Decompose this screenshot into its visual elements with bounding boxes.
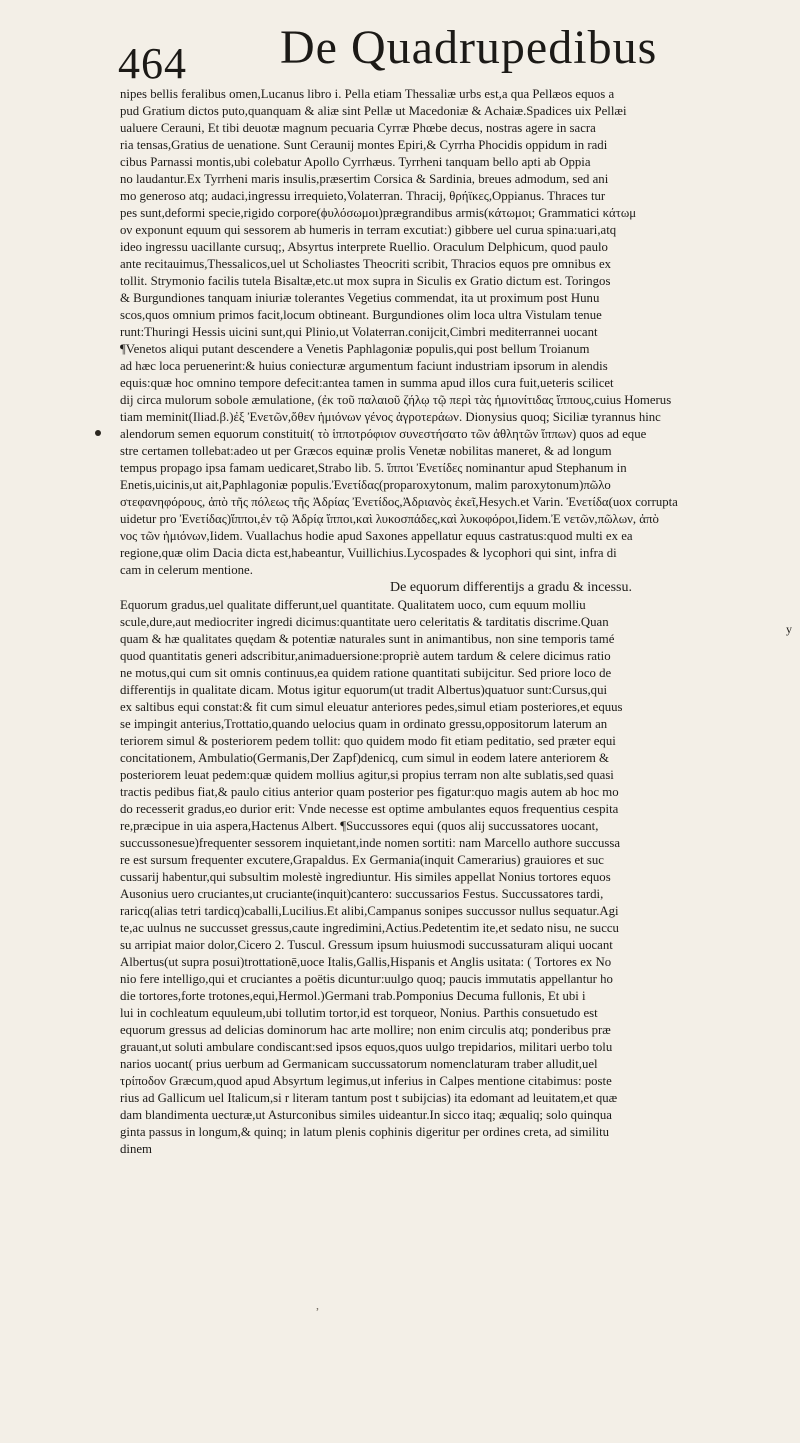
text-line: dam blandimenta uecturæ,ut Asturconibus similes uideantur.In sicco itaq; æqualiq; solo quinqua <box>120 1108 612 1122</box>
text-line: posteriorem leuat pedem:quæ quidem mollius agitur,si propius terram non alte sublatis,sed quasi <box>120 768 614 782</box>
text-line: ria tensas,Gratius de uenatione. Sunt Ceraunij montes Epiri,& Cyrrha Phocidis oppidum in radi <box>120 138 608 152</box>
text-line: runt:Thuringi Hessis uicini sunt,qui Plinio,ut Volaterran.conijcit,Cimbri mediterrannei uocant <box>120 325 598 339</box>
text-line: nio fere intelligo,qui et cruciantes a poëtis dicuntur:uulgo quoq; paucis immutatis appellantur ho <box>120 972 613 986</box>
text-line: dinem <box>120 1142 152 1156</box>
text-line: alendorum semen equorum constituit( τὸ ἱπποτρόφιον συνεστήσατο τῶν ἀθλητῶν ἵππων) quos ad eque <box>120 427 647 441</box>
text-line: raricq(alias tetri tardicq)caballi,Lucilius.Et alibi,Campanus sonipes succussor nullus sequatur.Agi <box>120 904 619 918</box>
text-line: tiam meminit(Iliad.β.)ἐξ Ἐνετῶν,ὅθεν ἡμιόνων γένος ἀγροτεράων. Dionysius quoq; Siciliæ tyrannus hinc <box>120 410 661 424</box>
section-heading: De equorum differentijs a gradu & incessu. <box>390 580 632 595</box>
text-line: te,ac uulnus ne succusset gressus,caute ingredimini,Actius.Pedetentim ite,et sedato nisu, ne succu <box>120 921 619 935</box>
text-line: scule,dure,aut mediocriter ingredi dicimus:quantitate uero celeritatis & tarditatis discrime.Quan <box>120 615 609 629</box>
text-line: cibus Parnassi montis,ubi colebatur Apollo Cyrrhæus. Tyrrheni tanquam bello apti ab Oppia <box>120 155 591 169</box>
body-text <box>120 86 792 1158</box>
text-line: ad hæc loca peruenerint:& huius coniecturæ argumentum faciunt industriam ipsorum in alendis <box>120 359 608 373</box>
text-line: nipes bellis feralibus omen,Lucanus libro i. Pella etiam Thessaliæ urbs est,a qua Pellæos equos a <box>120 87 615 101</box>
text-line: ante recitauimus,Thessalicos,uel ut Scholiastes Theocriti scribit, Thracios equos pre omnibus ex <box>120 257 612 271</box>
text-line: νος τῶν ἡμιόνων,Iidem. Vuallachus hodie apud Saxones appellatur equus castratus:quod multi ex ea <box>120 529 633 543</box>
text-line: re est sursum frequenter excutere,Grapaldus. Ex Germania(inquit Camerarius) grauiores et suc <box>120 853 604 867</box>
text-line: do recesserit gradus,eo durior erit: Vnde necesse est optime ambulantes equos frequentius cespita <box>120 802 619 816</box>
text-line: τρίποδον Græcum,quod apud Absyrtum legimus,ut inferius in Calpes mentione citabimus: poste <box>120 1074 612 1088</box>
text-line: equorum gressus ad delicias dominorum hac arte mollire; non enim circulis atq; ponderibus præ <box>120 1023 611 1037</box>
text-line: scos,quos omnium primos facit,locum obtineant. Burgundiones olim loca ultra Vistulam tenue <box>120 308 602 322</box>
text-line: mo generoso atq; audaci,ingressu irrequieto,Volaterran. Thracij, θρήϊκες,Oppianus. Thraces tur <box>120 189 606 203</box>
text-line: grauant,ut soluti ambulare condiscant:sed ipsos equos,quos uulgo trepidarios, militari uerbo tolu <box>120 1040 613 1054</box>
text-line: pes sunt,deformi specie,rigido corpore(ϕυλόσωμοι)prægrandibus armis(κάτωμοι; Grammatici κάτωμ <box>120 206 637 220</box>
text-line: στεφανηφόρους, ἀπὸ τῆς πόλεως τῆς Ἀδρίας Ἐνετίδος,Ἀδριανὸς ἐκεῖ,Hesych.et Varin. Ἐνετίδα(uox corrupta <box>120 495 678 509</box>
text-line: no laudantur.Ex Tyrrheni maris insulis,præsertim Corsica & Sardinia, breues admodum, sed ani <box>120 172 609 186</box>
text-line: rius ad Gallicum uel Italicum,si r literam tantum post t subijcias) ita edomant ad leuitatem,et quæ <box>120 1091 618 1105</box>
text-line: tempus propago ipsa famam uedicaret,Strabo lib. 5. ἵπποι Ἐνετίδες nominantur apud Stephanum in <box>120 461 627 475</box>
paragraph-block-b <box>120 597 792 1158</box>
text-line: concitationem, Ambulatio(Germanis,Der Zapf)denicq, cum simul in eodem latere anteriorem & <box>120 751 609 765</box>
text-line: die tortores,forte trotones,equi,Hermol.)Germani trab.Pomponius Decuma fullonis, Et ubi i <box>120 989 586 1003</box>
text-line: equis:quæ hoc omnino tempore defecit:antea tamen in summa apud illos cura fuit,ueteris scilicet <box>120 376 614 390</box>
marginal-dot <box>95 430 101 436</box>
text-line: pud Gratium dictos puto,quanquam & aliæ sint Pellæ ut Macedoniæ & Achaiæ.Spadices uix Pellæi <box>120 104 627 118</box>
signature-mark: , <box>316 1298 319 1312</box>
text-line: quam & hæ qualitates quędam & potentiæ naturales sunt in animantibus, non sine temporis tamé <box>120 632 615 646</box>
text-line: lui in cochleatum equuleum,ubi tollutim tortor,id est torqueor, Nonius. Parthis consuetudo est <box>120 1006 598 1020</box>
text-line: & Burgundiones tanquam iniuriæ tolerantes Vegetius commendat, ita ut proximum post Hunu <box>120 291 600 305</box>
text-line: ex saltibus equi constat:& fit cum simul eleuatur anteriores pedes,simul etiam posteriores,et equus <box>120 700 623 714</box>
text-line: cam in celerum mentione. <box>120 563 253 577</box>
text-line: differentijs in qualitate dicam. Motus igitur equorum(ut tradit Albertus)quatuor sunt:Cursus,qui <box>120 683 608 697</box>
text-line: Enetis,uicinis,ut ait,Paphlagoniæ populis.Ἐνετίδας(proparoxytonum, malim paroxytonum)πῶλο <box>120 478 611 492</box>
folio-number: 464 <box>118 39 187 88</box>
text-line: narios uocant( prius uerbum ad Germanicam succussatorum nomenclaturam traber alludit,uel <box>120 1057 598 1071</box>
text-line: Ausonius uero cruciantes,ut cruciante(inquit)cantero: succussarios Festus. Succussatores tardi, <box>120 887 604 901</box>
text-line: dij circa mulorum sobole æmulatione, (ἐκ τοῦ παλαιοῦ ζήλῳ τῷ περὶ τὰς ἡμιονίτιδας ἵππους,cuius Homerus <box>120 393 672 407</box>
text-line: teriorem simul & posteriorem pedem tollit: quo quidem modo fit etiam peditatio, sed præter equi <box>120 734 616 748</box>
text-line: se impingit anterius,Trottatio,quando uelocius quam in ordinato gressu,oppositorum laterum an <box>120 717 608 731</box>
text-line: re,præcipue in uia aspera,Hactenus Albert. ¶Succussores equi (quos alij succussatores uocant, <box>120 819 599 833</box>
text-line: succussonesue)frequenter sessorem inquietant,inde nomen sortiti: nam Marcello authore succussa <box>120 836 620 850</box>
text-line: su arripiat maior dolor,Cicero 2. Tuscul. Gressum ipsum huiusmodi succussaturam aliqui uocant <box>120 938 613 952</box>
text-line: Albertus(ut supra posui)trottationē,uoce Italis,Gallis,Hispanis et Anglis usitata: ( Tortores ex No <box>120 955 612 969</box>
text-line: ginta passus in longum,& quinq; in latum plenis cophinis digeritur per ordines creta, ad similitu <box>120 1125 610 1139</box>
text-line: quod quantitatis generi adscribitur,animaduersione:propriè autem tardum & celere dicimus ratio <box>120 649 611 663</box>
text-line: cussarij habentur,qui subsultim molestè ingrediuntur. His similes appellat Nonius tortores equos <box>120 870 611 884</box>
text-line: stre certamen tollebat:adeo ut per Græcos equinæ prolis Venetæ nobilitas maneret, & ad longum <box>120 444 612 458</box>
text-line: ne motus,qui cum sit omnis continuus,ea quidem ratione quantitati subijcitur. Sed priore loco de <box>120 666 612 680</box>
paragraph-block-a <box>120 86 792 579</box>
text-line: ideo ingressu uacillante cursuq;, Absyrtus interprete Ruellio. Oraculum Delphicum, quod paulo <box>120 240 608 254</box>
marginal-mark: y <box>786 622 792 636</box>
text-line: Equorum gradus,uel qualitate differunt,uel quantitate. Qualitatem uoco, cum equum molliu <box>120 598 586 612</box>
text-line: uidetur pro Ἐνετίδας)ἵπποι,ἐν τῷ Ἀδρίᾳ ἵπποι,καὶ λυκοσπάδες,καὶ λυκοφόροι,Iidem.Ἐ νετῶν,πῶλων, ἀπὸ <box>120 512 659 526</box>
text-line: tollit. Strymonio facilis tutela Bisaltæ,etc.ut mox supra in Siculis ex Gratio dictum est. Toringos <box>120 274 611 288</box>
text-line: ualuere Cerauni, Et tibi deuotæ magnum pecuaria Cyrræ Phœbe decus, nostras agere in sacra <box>120 121 596 135</box>
running-head: De Quadrupedibus <box>280 21 658 74</box>
text-line: ον exponunt equum qui sessorem ab humeris in terram excutiat:) gibbere uel curua spina:uari,atq <box>120 223 617 237</box>
text-line: tractis pedibus fiat,& paulo citius anterior quam posterior pes figatur:quo magis autem ab hoc mo <box>120 785 619 799</box>
text-line: regione,quæ olim Dacia dicta est,habeantur, Vuillichius.Lycospades & lycophori qui sint, infra di <box>120 546 617 560</box>
text-line: ¶Venetos aliqui putant descendere a Venetis Paphlagoniæ populis,qui post bellum Troianum <box>120 342 590 356</box>
